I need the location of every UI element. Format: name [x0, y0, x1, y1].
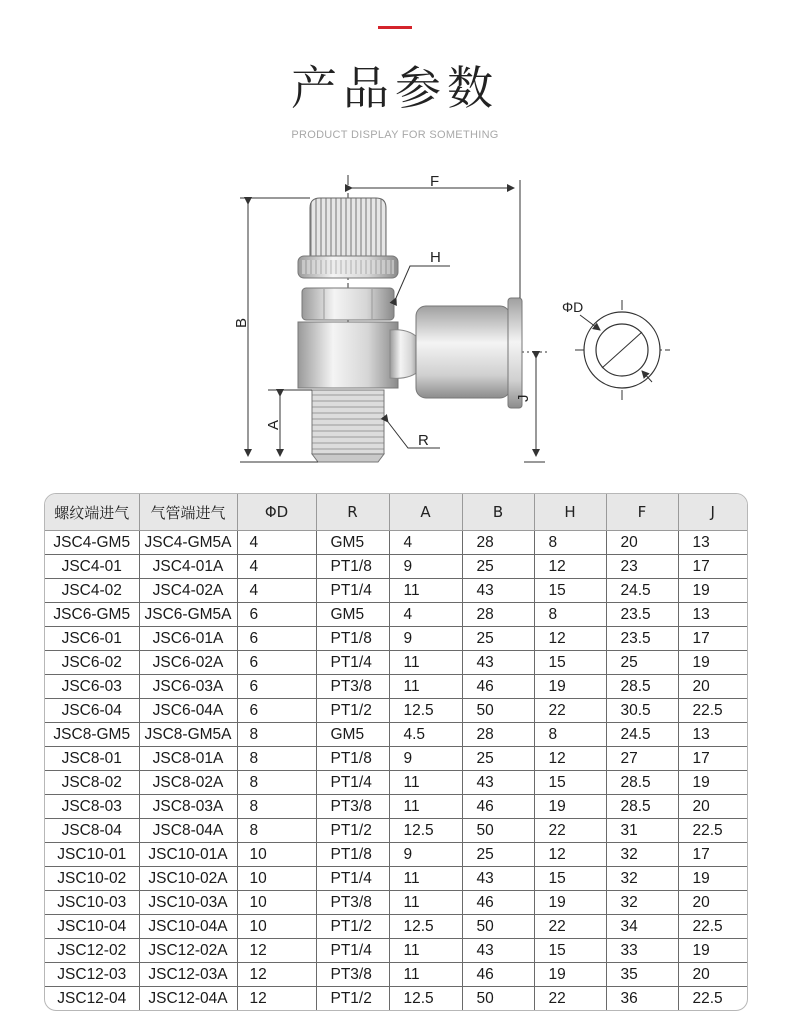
table-cell: 13 [678, 603, 747, 627]
table-cell: 8 [534, 531, 606, 555]
label-F: F [430, 173, 440, 190]
table-cell: 9 [389, 747, 462, 771]
table-cell: 46 [462, 795, 534, 819]
table-cell: JSC10-03A [139, 891, 237, 915]
page-title: 产品参数 [291, 61, 499, 115]
table-cell: 8 [237, 747, 316, 771]
table-cell: 32 [606, 891, 678, 915]
table-cell: 15 [534, 579, 606, 603]
table-cell: 20 [678, 963, 747, 987]
table-cell: 6 [237, 603, 316, 627]
table-cell: 20 [678, 795, 747, 819]
table-cell: JSC4-GM5 [45, 531, 139, 555]
hex-nut [302, 288, 394, 320]
table-cell: 6 [237, 699, 316, 723]
table-cell: 20 [678, 891, 747, 915]
page-subtitle: PRODUCT DISPLAY FOR SOMETHING [291, 129, 499, 141]
column-header: H [534, 494, 606, 531]
table-cell: 15 [534, 771, 606, 795]
table-cell: 8 [534, 723, 606, 747]
column-header: J [678, 494, 747, 531]
table-cell: 43 [462, 651, 534, 675]
table-cell: JSC8-01A [139, 747, 237, 771]
table-row [45, 795, 747, 819]
table-cell: 6 [237, 675, 316, 699]
table-cell: PT1/4 [316, 867, 389, 891]
table-cell: 46 [462, 891, 534, 915]
table-cell: 10 [237, 891, 316, 915]
table-cell: 25 [462, 627, 534, 651]
column-header: 螺纹端进气 [45, 494, 139, 531]
table-cell: JSC6-04A [139, 699, 237, 723]
table-cell: GM5 [316, 723, 389, 747]
label-B: B [233, 317, 250, 328]
table-cell: 10 [237, 843, 316, 867]
table-cell: 23.5 [606, 627, 678, 651]
table-cell: JSC12-02 [45, 939, 139, 963]
table-row [45, 819, 747, 843]
fitting-dimension-drawing [0, 160, 790, 490]
table-cell: 19 [678, 939, 747, 963]
end-view-phiD [580, 312, 660, 388]
table-cell: 19 [534, 891, 606, 915]
table-cell: 11 [389, 675, 462, 699]
column-header: R [316, 494, 389, 531]
table-cell: 12.5 [389, 819, 462, 843]
table-cell: 43 [462, 771, 534, 795]
table-cell: PT1/2 [316, 699, 389, 723]
table-cell: 19 [678, 579, 747, 603]
table-cell: 28 [462, 531, 534, 555]
table-cell: JSC12-03A [139, 963, 237, 987]
spec-table [44, 493, 748, 1011]
table-cell: 50 [462, 699, 534, 723]
table-cell: JSC6-GM5A [139, 603, 237, 627]
table-cell: PT1/8 [316, 843, 389, 867]
table-cell: 34 [606, 915, 678, 939]
table-cell: JSC10-02 [45, 867, 139, 891]
table-cell: JSC12-04 [45, 987, 139, 1011]
header-accent-bar [378, 26, 412, 29]
table-cell: 25 [462, 747, 534, 771]
table-cell: 22 [534, 915, 606, 939]
table-cell: 35 [606, 963, 678, 987]
table-cell: 15 [534, 939, 606, 963]
table-cell: JSC6-01A [139, 627, 237, 651]
table-cell: JSC4-01 [45, 555, 139, 579]
table-cell: 11 [389, 939, 462, 963]
table-cell: 9 [389, 843, 462, 867]
table-cell: JSC8-04A [139, 819, 237, 843]
table-cell: 12 [237, 963, 316, 987]
table-cell: JSC4-02A [139, 579, 237, 603]
table-cell: JSC10-02A [139, 867, 237, 891]
table-cell: 23.5 [606, 603, 678, 627]
table-cell: 22.5 [692, 989, 723, 1007]
table-cell: JSC6-02A [139, 651, 237, 675]
table-cell: 4 [389, 531, 462, 555]
table-cell: 28 [462, 723, 534, 747]
table-cell: 28.5 [606, 675, 678, 699]
table-cell: JSC6-03A [139, 675, 237, 699]
table-cell: 19 [678, 867, 747, 891]
table-cell: 6 [237, 627, 316, 651]
table-cell: 4.5 [389, 723, 462, 747]
table-cell: 13 [678, 723, 747, 747]
table-cell: 12 [237, 939, 316, 963]
table-cell: 33 [606, 939, 678, 963]
table-cell: PT3/8 [316, 963, 389, 987]
push-in-fitting [416, 306, 510, 398]
table-row [45, 867, 747, 891]
table-cell: 11 [389, 963, 462, 987]
table-cell: 12 [237, 987, 316, 1011]
table-cell: 22.5 [678, 699, 747, 723]
table-row [45, 603, 747, 627]
table-cell: 8 [237, 819, 316, 843]
table-cell: 28.5 [606, 795, 678, 819]
table-cell: PT1/8 [316, 555, 389, 579]
table-row [45, 699, 747, 723]
table-cell: JSC10-03 [45, 891, 139, 915]
table-row [45, 723, 747, 747]
table-row [45, 939, 747, 963]
table-cell: JSC4-02 [45, 579, 139, 603]
table-cell: 11 [389, 795, 462, 819]
table-cell: JSC8-02 [45, 771, 139, 795]
column-header: ΦD [237, 494, 316, 531]
table-cell: 10 [237, 867, 316, 891]
table-cell: 19 [678, 771, 747, 795]
table-cell: 12 [534, 555, 606, 579]
label-H: H [430, 249, 441, 266]
table-cell: JSC10-04 [45, 915, 139, 939]
table-cell: JSC8-02A [139, 771, 237, 795]
table-cell: 17 [678, 747, 747, 771]
table-cell: 19 [534, 963, 606, 987]
column-header: A [389, 494, 462, 531]
threaded-stem [312, 390, 384, 454]
table-cell: 12.5 [389, 699, 462, 723]
table-cell: JSC8-03A [139, 795, 237, 819]
table-cell: 32 [606, 867, 678, 891]
column-header: B [462, 494, 534, 531]
label-J: J [515, 394, 532, 402]
table-row [45, 915, 747, 939]
table-row [45, 531, 747, 555]
table-cell: 17 [678, 627, 747, 651]
table-cell: 15 [534, 867, 606, 891]
table-cell: 8 [237, 771, 316, 795]
table-cell: 28 [462, 603, 534, 627]
table-cell: PT3/8 [316, 795, 389, 819]
table-cell: JSC10-01A [139, 843, 237, 867]
table-cell: PT1/2 [316, 819, 389, 843]
table-row [45, 747, 747, 771]
table-cell: JSC12-03 [45, 963, 139, 987]
table-cell: 28.5 [606, 771, 678, 795]
table-cell: 20 [678, 675, 747, 699]
table-cell: 19 [534, 795, 606, 819]
table-cell: GM5 [316, 531, 389, 555]
table-cell: 43 [462, 867, 534, 891]
table-cell: JSC12-04A [139, 987, 237, 1011]
table-cell: GM5 [316, 603, 389, 627]
label-A: A [265, 419, 282, 430]
table-cell: 19 [678, 651, 747, 675]
table-cell: 11 [389, 771, 462, 795]
table-cell: 27 [606, 747, 678, 771]
table-cell: JSC8-GM5 [45, 723, 139, 747]
table-cell: PT1/4 [316, 579, 389, 603]
table-body [45, 531, 747, 1011]
table-cell: 11 [389, 891, 462, 915]
table-cell: 22 [534, 819, 606, 843]
leader-R [388, 422, 440, 448]
label-R: R [418, 432, 429, 449]
column-header: 气管端进气 [139, 494, 237, 531]
table-cell: JSC4-GM5A [139, 531, 237, 555]
table-cell: 11 [389, 867, 462, 891]
table-cell: 17 [678, 843, 747, 867]
table-cell: 8 [237, 795, 316, 819]
table-cell: 9 [389, 627, 462, 651]
table-cell: 19 [534, 675, 606, 699]
table-cell: 46 [462, 675, 534, 699]
table-row [45, 651, 747, 675]
table-cell: JSC6-03 [45, 675, 139, 699]
table-row [45, 771, 747, 795]
table-cell: PT1/2 [316, 987, 389, 1011]
knurled-knob [298, 198, 398, 278]
table-cell: 36 [606, 987, 678, 1011]
table-cell: JSC6-04 [45, 699, 139, 723]
table-cell: 24.5 [606, 579, 678, 603]
table-row [45, 843, 747, 867]
table-cell: 22 [534, 987, 606, 1011]
table-cell: 12 [534, 843, 606, 867]
release-collar [508, 298, 522, 408]
table-cell: 24.5 [606, 723, 678, 747]
table-cell: JSC6-02 [45, 651, 139, 675]
table-cell: PT1/2 [316, 915, 389, 939]
table-cell: PT3/8 [316, 891, 389, 915]
table-cell: 4 [389, 603, 462, 627]
table-cell: JSC10-04A [139, 915, 237, 939]
column-header: F [606, 494, 678, 531]
table-cell: PT3/8 [316, 675, 389, 699]
table-cell: 22 [534, 699, 606, 723]
table-cell: 25 [462, 555, 534, 579]
table-row [45, 891, 747, 915]
table-cell: 23 [606, 555, 678, 579]
table-cell: JSC6-01 [45, 627, 139, 651]
table-cell: 50 [462, 987, 534, 1011]
table-cell: 17 [678, 555, 747, 579]
label-phiD: ΦD [562, 299, 584, 315]
table-cell: 10 [237, 915, 316, 939]
table-row [45, 963, 747, 987]
table-cell: 32 [606, 843, 678, 867]
table-cell: 30.5 [606, 699, 678, 723]
table-cell: 50 [462, 915, 534, 939]
table-cell: 9 [389, 555, 462, 579]
leader-H [396, 266, 450, 298]
table-cell: 15 [534, 651, 606, 675]
table-cell: JSC6-GM5 [45, 603, 139, 627]
table-cell: 12.5 [389, 915, 462, 939]
table-cell: 4 [237, 555, 316, 579]
table-cell: 25 [606, 651, 678, 675]
table-cell: 43 [462, 939, 534, 963]
table-cell: PT1/4 [316, 771, 389, 795]
table-header-row [45, 494, 747, 531]
table-row [45, 579, 747, 603]
body [298, 322, 398, 388]
table-cell: PT1/8 [316, 627, 389, 651]
table-row [45, 627, 747, 651]
table-row [45, 555, 747, 579]
table-cell: 12 [534, 747, 606, 771]
table-cell: JSC10-01 [45, 843, 139, 867]
table-cell: JSC8-01 [45, 747, 139, 771]
table-cell: JSC12-02A [139, 939, 237, 963]
table-cell: JSC8-GM5A [139, 723, 237, 747]
table-cell: 11 [389, 651, 462, 675]
table-cell: 22.5 [678, 915, 747, 939]
table-cell: 4 [237, 579, 316, 603]
table-cell: 8 [237, 723, 316, 747]
table-cell: 25 [462, 843, 534, 867]
table-cell: 20 [606, 531, 678, 555]
table-cell: 43 [462, 579, 534, 603]
table-cell: PT1/8 [316, 747, 389, 771]
table-cell: 31 [606, 819, 678, 843]
table-cell: JSC4-01A [139, 555, 237, 579]
table-cell: 6 [237, 651, 316, 675]
table-row [45, 675, 747, 699]
table-cell: PT1/4 [316, 651, 389, 675]
table-cell: 22.5 [678, 819, 747, 843]
table-cell: 12.5 [389, 987, 462, 1011]
table-cell: JSC8-04 [45, 819, 139, 843]
table-cell: 50 [462, 819, 534, 843]
table-cell: 13 [678, 531, 747, 555]
table-cell: JSC8-03 [45, 795, 139, 819]
table-cell: 4 [237, 531, 316, 555]
table-cell: PT1/4 [316, 939, 389, 963]
table-row [45, 987, 747, 1011]
table-cell: 11 [389, 579, 462, 603]
table-cell: 12 [534, 627, 606, 651]
dimension-J [524, 358, 545, 462]
table-cell: 46 [462, 963, 534, 987]
table-cell: 8 [534, 603, 606, 627]
